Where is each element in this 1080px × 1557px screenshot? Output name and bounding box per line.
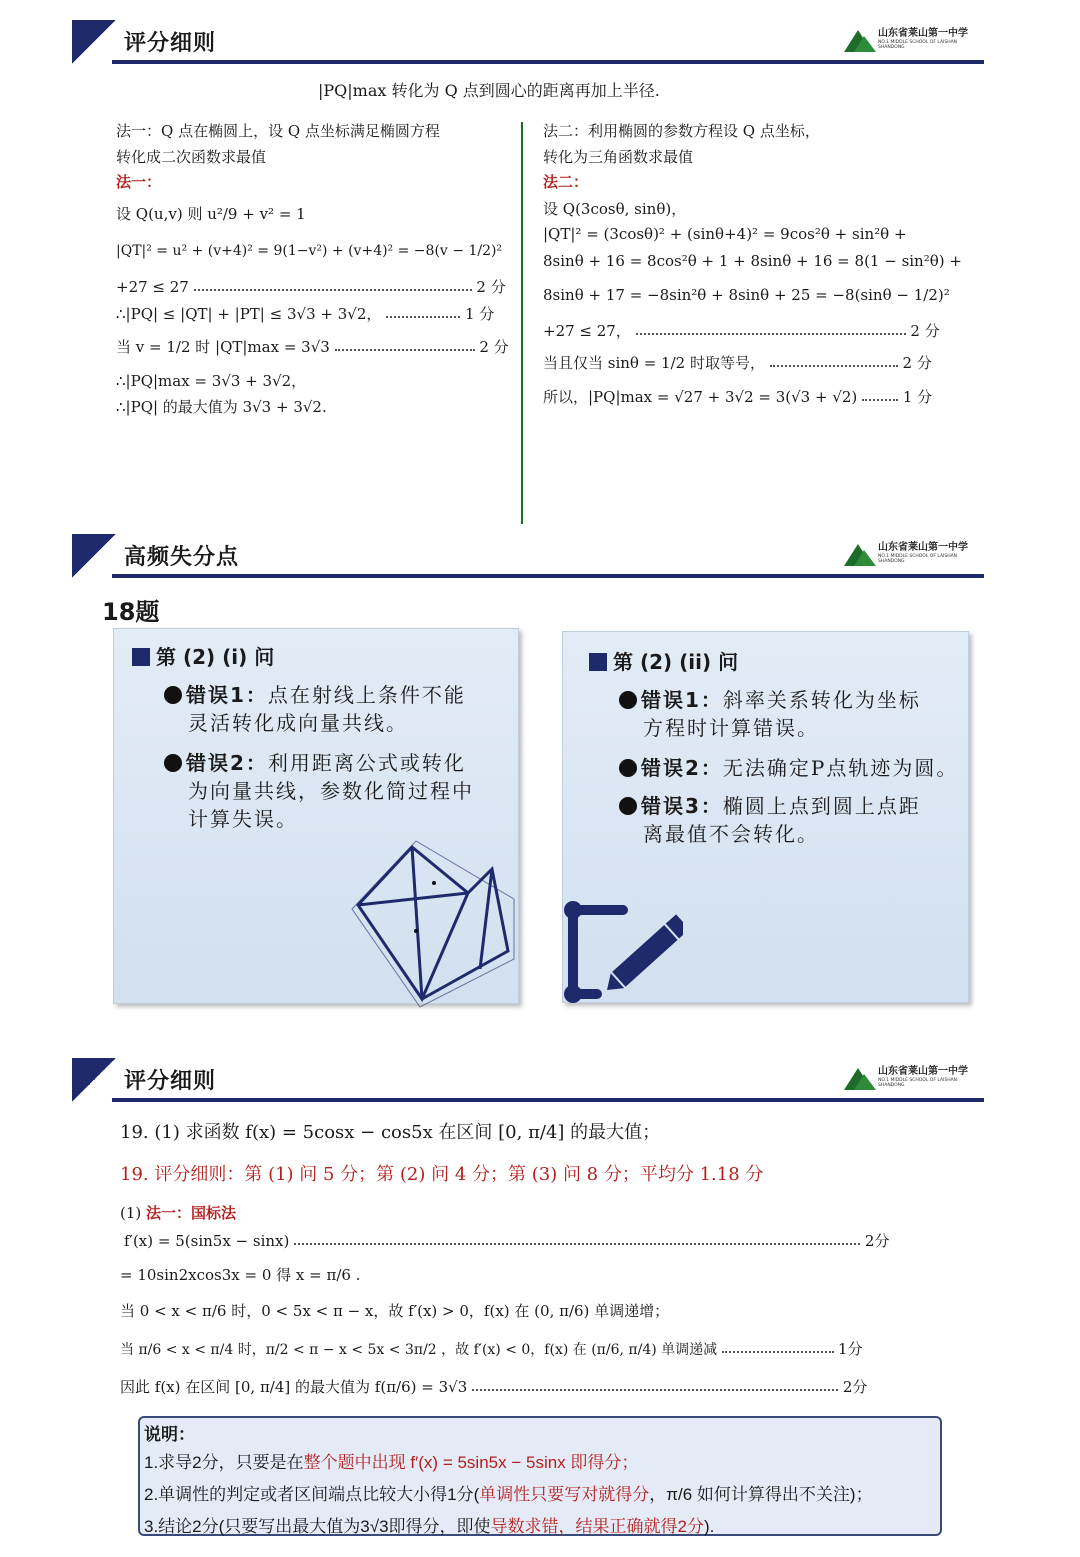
- error-text: 利用距离公式或转化: [267, 751, 466, 775]
- right-step-6-score: 2 分: [902, 354, 932, 372]
- left-step-3-text: +27 ≤ 27: [116, 278, 189, 296]
- left-desc-1: 法一：Q 点在椭圆上，设 Q 点坐标满足椭圆方程: [116, 122, 440, 140]
- school-name: 山东省莱山第一中学: [878, 28, 968, 39]
- error-text: 方程时计算错误。: [643, 716, 819, 740]
- square-bullet-icon: [132, 648, 150, 666]
- error-label: 错误1：: [641, 688, 723, 712]
- note-1: [144, 1448, 638, 1473]
- right-step-7-text: 所以，|PQ|max = √27 + 3√2 = 3(√3 + √2): [543, 388, 858, 406]
- left-step-7: ∴|PQ| 的最大值为 3√3 + 3√2.: [116, 398, 327, 416]
- error-item-2: [164, 749, 474, 833]
- error-panel-left: [113, 628, 519, 1004]
- solution-step-5: [120, 1376, 867, 1397]
- left-desc-2: 转化成二次函数求最值: [116, 148, 267, 166]
- error-text: 点在射线上条件不能: [267, 683, 466, 707]
- left-step-6: ∴|PQ|max = 3√3 + 3√2，: [116, 372, 307, 390]
- error-item-1: [164, 681, 466, 737]
- header-triangle-icon: [72, 1058, 116, 1102]
- dot-leader: [335, 345, 475, 351]
- error-text: 斜率关系转化为坐标: [722, 688, 921, 712]
- notes-box: [138, 1416, 942, 1536]
- mountain-logo-icon: [844, 1064, 876, 1090]
- left-step-3: [116, 276, 506, 297]
- section-title: 高频失分点: [124, 545, 240, 570]
- solution-step-text: f′(x) = 5(sin5x − sinx): [124, 1232, 290, 1250]
- note-highlight: 整个题中出现 f′(x) = 5sin5x − 5sinx 即得分；: [303, 1453, 639, 1472]
- note-3: [144, 1512, 714, 1537]
- error-text: 计算失误。: [188, 807, 298, 831]
- school-name-en: NO.1 MIDDLE SCHOOL OF LAISHAN SHANDONG: [878, 554, 958, 564]
- solution-step-score: 2分: [864, 1232, 890, 1250]
- panel-heading: [589, 646, 738, 675]
- dot-leader: [472, 1385, 838, 1391]
- method-name: 法一：国标法: [146, 1204, 237, 1222]
- error-label: 错误1：: [186, 683, 268, 707]
- question-number: 18题: [102, 598, 160, 626]
- section-header-scoring-2: [72, 1058, 984, 1102]
- school-name-en: NO.1 MIDDLE SCHOOL OF LAISHAN SHANDONG: [878, 40, 958, 50]
- school-name: 山东省莱山第一中学: [878, 1066, 968, 1077]
- right-step-2: |QT|² = (3cosθ)² + (sinθ+4)² = 9cos²θ + sin²θ +: [543, 225, 907, 243]
- note-text: 1.求导2分，只要是在: [144, 1453, 304, 1472]
- error-text: 无法确定P点轨迹为圆。: [722, 756, 959, 780]
- right-step-3: 8sinθ + 16 = 8cos²θ + 1 + 8sinθ + 16 = 8(1 − sin²θ) +: [543, 252, 962, 270]
- solution-step-1: [124, 1230, 889, 1251]
- section-title: 评分细则: [124, 31, 217, 56]
- error-item-1: [619, 686, 921, 742]
- solution-step-2: = 10sin2xcos3x = 0 得 x = π/6 .: [120, 1266, 361, 1284]
- header-rule: [112, 60, 984, 64]
- dot-leader: [636, 329, 906, 335]
- intro-line: |PQ|max 转化为 Q 点到圆心的距离再加上半径.: [318, 81, 660, 100]
- right-step-7-score: 1 分: [902, 388, 933, 406]
- edit-pencil-icon: [563, 898, 683, 1008]
- solution-step-4: [120, 1338, 863, 1359]
- left-step-5-score: 2 分: [479, 338, 509, 356]
- left-step-2: |QT|² = u² + (v+4)² = 9(1−v²) + (v+4)² = −8(v − 1/2)²: [116, 243, 503, 259]
- error-label: 错误3：: [641, 794, 723, 818]
- left-step-5-text: 当 v = 1/2 时 |QT|max = 3√3: [116, 338, 330, 356]
- left-step-4: [116, 303, 494, 324]
- right-step-6-text: 当且仅当 sinθ = 1/2 时取等号，: [543, 354, 765, 372]
- right-desc-1: 法二：利用椭圆的参数方程设 Q 点坐标，: [543, 122, 820, 140]
- notes-title: 说明：: [144, 1425, 195, 1444]
- left-step-4-text: ∴|PQ| ≤ |QT| + |PT| ≤ 3√3 + 3√2，: [116, 305, 382, 323]
- dot-leader: [770, 361, 898, 367]
- school-logo: [844, 22, 984, 56]
- bullet-dot-icon: [164, 754, 182, 772]
- right-step-5-score: 2 分: [910, 322, 940, 340]
- right-method-label: 法二：: [543, 173, 589, 191]
- mountain-logo-icon: [844, 540, 876, 566]
- method-part: (1): [120, 1204, 142, 1222]
- school-logo: [844, 1060, 984, 1094]
- header-rule: [112, 1098, 984, 1102]
- left-step-5: [116, 336, 509, 357]
- dot-leader: [194, 285, 472, 291]
- method-heading: [120, 1202, 236, 1223]
- solution-step-score: 1分: [838, 1340, 863, 1358]
- bullet-dot-icon: [619, 797, 637, 815]
- error-label: 错误2：: [186, 751, 268, 775]
- rubric-summary: 19. 评分细则：第 (1) 问 5 分；第 (2) 问 4 分；第 (3) 问 8 分；平均分 1.18 分: [120, 1164, 764, 1185]
- error-item-2: [619, 754, 958, 782]
- bullet-dot-icon: [164, 686, 182, 704]
- right-desc-2: 转化为三角函数求最值: [543, 148, 694, 166]
- dot-leader: [386, 312, 460, 318]
- solution-step-score: 2分: [842, 1378, 868, 1396]
- note-text: 2.单调性的判定或者区间端点比较大小得1分(: [144, 1485, 480, 1504]
- left-step-1: 设 Q(u,v) 则 u²/9 + v² = 1: [116, 205, 306, 223]
- left-method-label: 法一：: [116, 173, 162, 191]
- header-triangle-icon: [72, 534, 116, 578]
- dot-leader: [294, 1239, 860, 1245]
- error-panel-right: [562, 631, 969, 1003]
- section-header-highloss: [72, 534, 984, 578]
- right-step-7: [543, 386, 932, 407]
- square-bullet-icon: [589, 653, 607, 671]
- solution-step-text: 因此 f(x) 在区间 [0, π/4] 的最大值为 f(π/6) = 3√3: [120, 1378, 468, 1396]
- dot-leader: [722, 1347, 834, 1353]
- note-highlight: 导数求错，结果正确就得2分: [490, 1517, 705, 1536]
- panel-heading-text: 第 (2) (ii) 问: [613, 650, 739, 674]
- right-step-1: 设 Q(3cosθ, sinθ)，: [543, 200, 687, 218]
- left-step-3-score: 2 分: [476, 278, 506, 296]
- error-text: 椭圆上点到圆上点距: [722, 794, 921, 818]
- header-triangle-icon: [72, 20, 116, 64]
- error-text: 离最值不会转化。: [643, 822, 819, 846]
- mountain-logo-icon: [844, 26, 876, 52]
- section-header-scoring-1: [72, 20, 984, 64]
- panel-heading-text: 第 (2) (i) 问: [156, 645, 275, 669]
- school-logo: [844, 536, 984, 570]
- right-step-5: [543, 320, 940, 341]
- note-text: ).: [704, 1517, 715, 1536]
- section-title: 评分细则: [124, 1069, 217, 1094]
- column-divider: [521, 122, 523, 524]
- right-step-5-text: +27 ≤ 27，: [543, 322, 631, 340]
- question-19-stem: 19. (1) 求函数 f(x) = 5cosx − cos5x 在区间 [0, π/4] 的最大值；: [120, 1122, 661, 1143]
- bullet-dot-icon: [619, 759, 637, 777]
- dot-leader: [862, 395, 898, 401]
- left-step-4-score: 1 分: [464, 305, 495, 323]
- note-2: [144, 1480, 873, 1505]
- right-step-6: [543, 352, 932, 373]
- school-name-en: NO.1 MIDDLE SCHOOL OF LAISHAN SHANDONG: [878, 1078, 958, 1088]
- error-text: 为向量共线，参数化简过程中: [188, 779, 474, 803]
- note-text: ，π/6 如何计算得出不关注)；: [649, 1485, 873, 1504]
- school-name: 山东省莱山第一中学: [878, 542, 968, 553]
- note-highlight: 单调性只要写对就得分: [479, 1485, 650, 1504]
- solution-step-text: 当 π/6 < x < π/4 时，π/2 < π − x < 5x < 3π/2 ，故 f′(x) < 0，f(x) 在 (π/6, π/4) 单调递减: [120, 1342, 718, 1358]
- error-label: 错误2：: [641, 756, 723, 780]
- panel-heading: [132, 641, 274, 670]
- right-step-4: 8sinθ + 17 = −8sin²θ + 8sinθ + 25 = −8(sinθ − 1/2)²: [543, 286, 950, 304]
- header-rule: [112, 574, 984, 578]
- error-item-3: [619, 792, 921, 848]
- error-text: 灵活转化成向量共线。: [188, 711, 408, 735]
- bullet-dot-icon: [619, 691, 637, 709]
- solution-step-3: 当 0 < x < π/6 时，0 < 5x < π − x，故 f′(x) > 0，f(x) 在 (0, π/6) 单调递增；: [120, 1302, 670, 1320]
- note-text: 3.结论2分(只要写出最大值为3√3即得分，即使: [144, 1517, 491, 1536]
- geometry-solid-icon: [350, 839, 520, 1009]
